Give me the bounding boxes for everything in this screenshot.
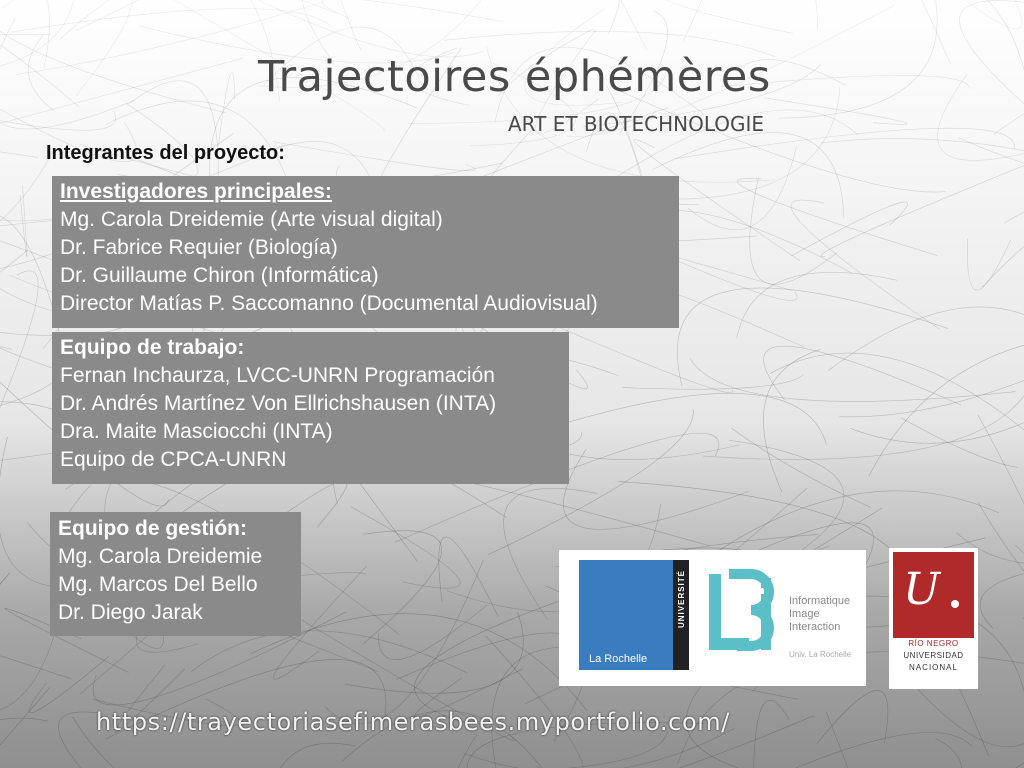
section-heading: Integrantes del proyecto: — [46, 142, 285, 164]
panel-line: Mg. Carola Dreidemie (Arte visual digital) — [60, 208, 443, 231]
panel-line: Equipo de CPCA-UNRN — [60, 448, 287, 471]
unrn-mark: U — [903, 564, 941, 615]
l3i-subtext: Univ. La Rochelle — [789, 650, 852, 659]
panel-heading: Investigadores principales: — [60, 180, 332, 203]
portfolio-url[interactable]: https://trayectoriasefimerasbees.myportfolio.com/ — [96, 708, 730, 736]
page-subtitle: ART ET BIOTECHNOLOGIE — [508, 112, 765, 136]
panel-line: Dr. Diego Jarak — [58, 601, 203, 624]
panel-line: Dr. Andrés Martínez Von Ellrichshausen (INTA) — [60, 392, 497, 415]
unrn-line: RÍO NEGRO — [908, 639, 959, 648]
unrn-line: NACIONAL — [909, 663, 958, 672]
panel-line: Mg. Marcos Del Bello — [58, 573, 258, 596]
panel-line: Dra. Maite Masciocchi (INTA) — [60, 420, 333, 443]
l3i-line: Informatique — [789, 595, 851, 607]
unrn-dot — [951, 600, 959, 608]
ulr-name: La Rochelle — [589, 653, 648, 665]
l3i-text — [789, 595, 850, 634]
panel-line: Dr. Fabrice Requier (Biología) — [60, 236, 338, 259]
page-title: Trajectoires éphémères — [258, 52, 771, 102]
l3i-line: Interaction — [789, 621, 841, 633]
unrn-line: UNIVERSIDAD — [903, 651, 964, 660]
researchers-panel — [52, 176, 679, 328]
unrn-logo — [889, 548, 978, 689]
panel-line: Dr. Guillaume Chiron (Informática) — [60, 264, 379, 287]
panel-line: Mg. Carola Dreidemie — [58, 545, 263, 568]
work-team-panel — [52, 332, 569, 484]
ulr-vertical-text: UNIVERSITÉ — [677, 569, 686, 628]
panel-heading: Equipo de trabajo: — [60, 336, 245, 359]
partner-logos — [559, 550, 866, 686]
panel-line: Director Matías P. Saccomanno (Documental Audiovisual) — [60, 292, 598, 315]
panel-heading: Equipo de gestión: — [58, 517, 247, 540]
panel-line: Fernan Inchaurza, LVCC-UNRN Programación — [60, 364, 495, 387]
l3i-line: Image — [789, 608, 820, 620]
l3i-logo-mark — [707, 564, 777, 660]
management-team-panel — [50, 512, 301, 636]
